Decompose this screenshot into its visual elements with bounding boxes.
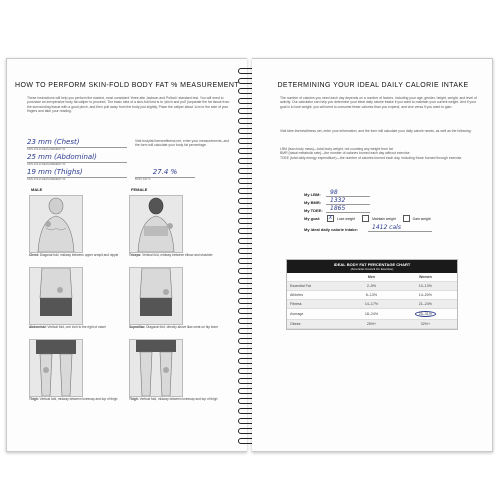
table-row: [287, 282, 457, 291]
definition-bmr: BMR (basal metabolic rate)—the number of calories burned each day without exercise: [280, 151, 410, 156]
skinfold-intro: These instructions will help you perform the easiest, most consistent 'three-site Jackson and Pollock' standard test. You will need to purchase an inexpensive body fat caliper to proceed. The basic idea of a skin-fold test is to 'pinch and pull' (separate the fat tissue from the surrounding tissue with a good pinch, and then pull away from the body just slightly. Place the caliper about 1cm to the side of your fingers and take your reading.: [27, 96, 230, 114]
measurement-1-label: SKIN-FOLD MEASUREMENT #1: [27, 148, 66, 151]
caption-thigh-female-text: Vertical fold, midway between kneecap and top of thigh: [139, 397, 218, 401]
field-bmr: [304, 197, 474, 205]
measurement-1-value: 23 mm (Chest): [27, 138, 127, 148]
caption-thigh-female-title: Thigh:: [129, 397, 139, 401]
caption-abdominal-text: Vertical fold, one inch to the right of navel: [47, 325, 106, 329]
measurement-2-value: 25 mm (Abdominal): [27, 153, 127, 163]
row-women: 14–20%: [394, 291, 457, 300]
caption-abdominal: [29, 325, 119, 329]
caption-triceps: [129, 253, 219, 257]
col-male: MALE: [31, 187, 43, 192]
field-lbm: [304, 189, 474, 197]
tdee-visit-text: Visit tdee.livenewfitness.net, enter your information, and the form will calculate your daily calorie needs, as well as the following:: [280, 129, 472, 133]
row-category: Essential Fat: [287, 282, 349, 291]
male-chest-illustration: [29, 195, 83, 253]
caption-thigh-female: [129, 397, 219, 401]
intake-row: [304, 223, 474, 232]
bodyfat-result-label: BODY FAT %: [135, 178, 151, 181]
field-lbm-label: My LBM:: [304, 192, 321, 197]
caption-chest-title: Chest:: [29, 253, 39, 257]
goal-option-maintain: Maintain weight: [372, 216, 396, 221]
definition-lbm: LBM (lean body mass)—total body weight, not counting any weight from fat: [280, 147, 393, 151]
male-thigh-illustration: [29, 339, 83, 397]
goal-checkbox-gain[interactable]: [403, 215, 410, 222]
caption-suprailiac-text: Diagonal fold, directly above iliac crest on hip bone: [146, 325, 218, 329]
table-header-men: Men: [349, 273, 394, 282]
caption-thigh-male: [29, 397, 119, 401]
row-men: 2–5%: [349, 282, 394, 291]
measurement-1: [27, 138, 127, 151]
intake-value: 1412 cals: [368, 224, 432, 232]
field-tdee-value: 1865: [326, 205, 370, 213]
row-women: 21–24%: [394, 300, 457, 309]
caption-abdominal-title: Abdominal:: [29, 325, 47, 329]
definitions: [280, 147, 480, 160]
row-men: 14–17%: [349, 300, 394, 309]
field-bmr-value: 1332: [326, 197, 370, 205]
female-triceps-illustration: [129, 195, 183, 253]
goal-checkbox-lose[interactable]: X: [328, 215, 333, 221]
intake-label: My ideal daily calorie intake:: [304, 227, 359, 232]
definition-tdee: TDEE (total daily energy expenditure)—the number of calories burned each day, including those burned through exercise: [280, 155, 462, 160]
goal-option-lose: Lose weight: [337, 216, 356, 221]
table-header: [287, 273, 349, 282]
row-men: 25%+: [349, 320, 394, 329]
measurement-3-label: SKIN-FOLD MEASUREMENT #3: [27, 178, 66, 181]
caption-suprailiac-title: Suprailiac:: [129, 325, 146, 329]
caption-triceps-text: Vertical fold, midway between elbow and shoulder: [142, 253, 213, 257]
highlight-circle: 25–31%: [415, 311, 436, 317]
chart-table: [287, 273, 457, 329]
caption-suprailiac: [129, 325, 219, 329]
row-women-highlighted: [394, 309, 457, 320]
chart-subtitle: (American Council On Exercise): [350, 267, 394, 271]
table-row: [287, 291, 457, 300]
row-men: 6–13%: [349, 291, 394, 300]
goal-label: My goal:: [304, 216, 321, 221]
chart-header: [287, 260, 457, 273]
body-fat-chart: [286, 259, 458, 330]
measurement-2-label: SKIN-FOLD MEASUREMENT #2: [27, 163, 66, 166]
caption-triceps-title: Triceps:: [129, 253, 142, 257]
row-women: 10–13%: [394, 282, 457, 291]
goal-option-gain: Gain weight: [412, 216, 431, 221]
table-header-women: Women: [394, 273, 457, 282]
female-suprailiac-illustration: [129, 267, 183, 325]
field-tdee: [304, 205, 474, 213]
row-women: 32%+: [394, 320, 457, 329]
row-category: Fitness: [287, 300, 349, 309]
bodyfat-visit-text: Visit bodyfat.livenewfitness.net, enter your measurements, and the form will calculate your body fat percentage.: [135, 139, 230, 148]
field-tdee-label: My TDEE:: [304, 208, 323, 213]
goal-row: [304, 214, 474, 223]
left-page: [6, 58, 247, 452]
row-category: Average: [287, 309, 349, 320]
notebook: [6, 58, 494, 450]
table-row: [287, 320, 457, 329]
col-female: FEMALE: [131, 187, 148, 192]
right-page-title: DETERMINING YOUR IDEAL DAILY CALORIE INTAKE: [277, 82, 469, 89]
measurement-2: [27, 153, 127, 166]
caption-chest: [29, 253, 119, 257]
caption-thigh-male-text: Vertical fold, midway between kneecap and top of thigh: [39, 397, 118, 401]
row-men: 18–24%: [349, 309, 394, 320]
row-category: Obese: [287, 320, 349, 329]
caption-thigh-male-title: Thigh:: [29, 397, 39, 401]
right-page: [252, 58, 493, 452]
measurement-3-value: 19 mm (Thighs): [27, 168, 127, 178]
row-category: Athletes: [287, 291, 349, 300]
bodyfat-result: [135, 168, 195, 181]
male-abdominal-illustration: [29, 267, 83, 325]
goal-checkbox-maintain[interactable]: [362, 215, 369, 222]
measurement-3: [27, 168, 127, 181]
caption-chest-text: Diagonal fold, midway between upper armpit and nipple: [39, 253, 119, 257]
calorie-fields: [304, 189, 474, 232]
table-row: [287, 309, 457, 320]
chart-title: IDEAL BODY FAT PERCENTAGE CHART: [333, 262, 411, 267]
left-page-title: HOW TO PERFORM SKIN-FOLD BODY FAT % MEASUREMENT: [15, 82, 239, 89]
bodyfat-result-value: 27.4 %: [135, 168, 195, 178]
table-row: [287, 300, 457, 309]
female-thigh-illustration: [129, 339, 183, 397]
table-header-row: [287, 273, 457, 282]
calorie-intro: The number of calories you need each day depends on a number of factors, including your age, gender, height, weight, and level of activity. Our calculator can help you determine your ideal daily calorie intake if you want to maintain your current weight. And if your goal is to lose weight, you will need to consume fewer calories than you expend, and vice versa if you want to gain.: [280, 96, 477, 109]
field-bmr-label: My BMR:: [304, 200, 322, 205]
field-lbm-value: 98: [326, 189, 370, 197]
